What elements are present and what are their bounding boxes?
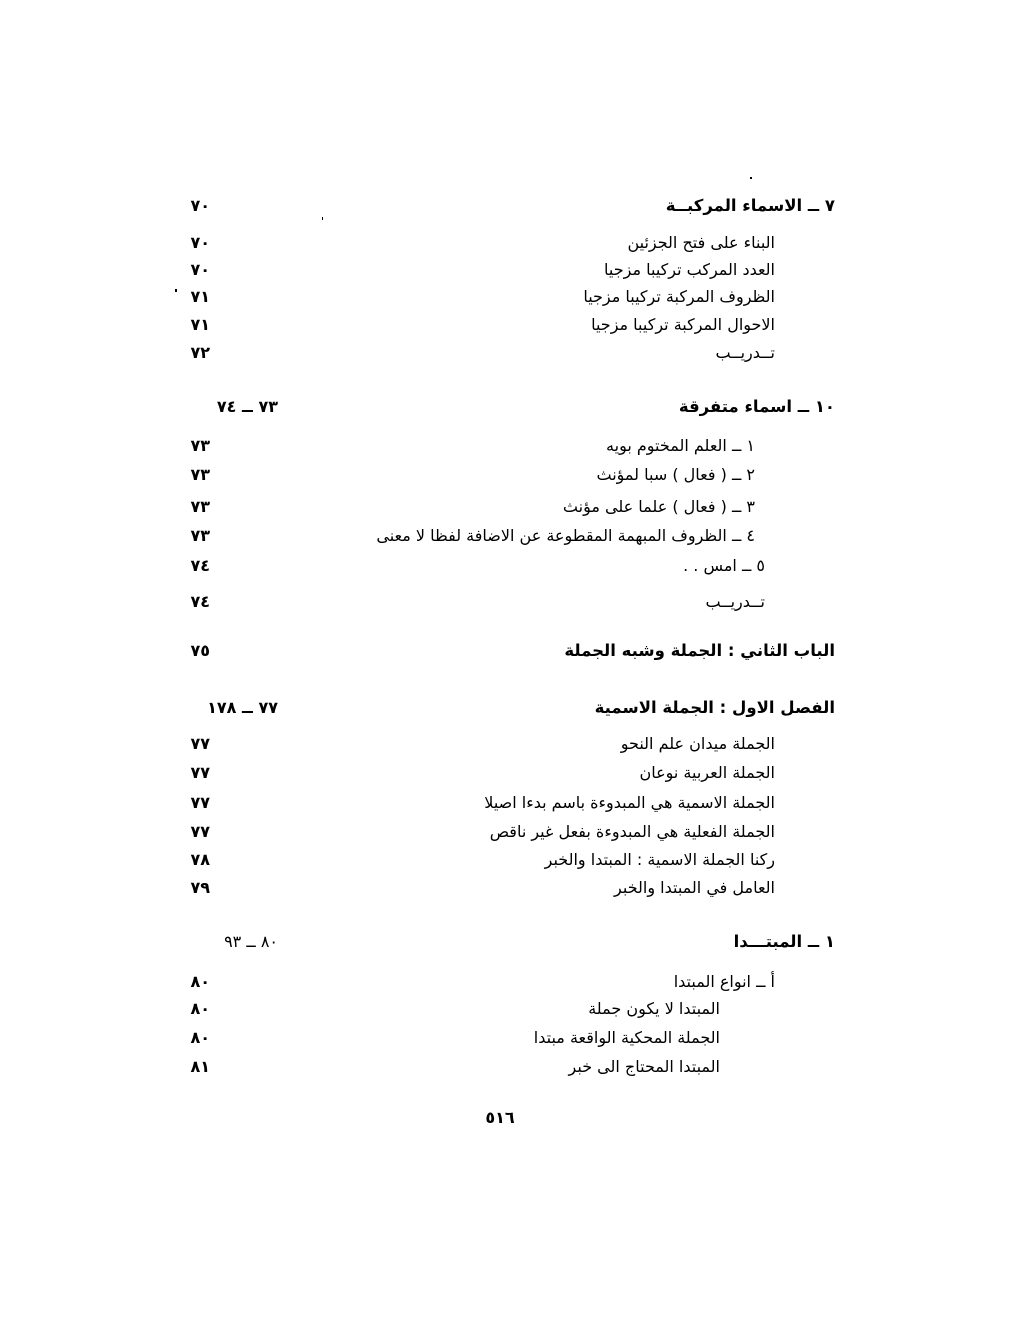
toc-entry-title: ١ ــ العلم المختوم بويه bbox=[606, 436, 755, 455]
toc-entry-pages: ٧٠ bbox=[190, 260, 210, 279]
toc-entry-title: ٣ ــ ( فعال ) علما على مؤنث bbox=[562, 497, 755, 516]
toc-entry-title: ١٠ ــ اسماء متفرقة bbox=[678, 397, 835, 416]
toc-entry bbox=[0, 393, 1020, 421]
toc-entry-pages: ٧٤ bbox=[190, 592, 210, 611]
toc-entry-pages: ٧٢ bbox=[190, 343, 210, 362]
toc-entry-title: تــدريــب bbox=[715, 343, 775, 362]
page-number: ٥١٦ bbox=[485, 1108, 515, 1127]
toc-entry-title: ٥ ــ امس . . bbox=[683, 556, 765, 575]
toc-entry-title: الباب الثاني : الجملة وشبه الجملة bbox=[564, 641, 835, 660]
toc-entry bbox=[0, 694, 1020, 722]
toc-entry-pages: ٧٣ ــ ٧٤ bbox=[216, 397, 278, 416]
toc-entry-pages: ٧٠ bbox=[190, 196, 210, 215]
toc-entry bbox=[0, 928, 1020, 956]
toc-entry-title: الظروف المركبة تركيبا مزجيا bbox=[583, 287, 775, 306]
toc-entry bbox=[0, 256, 1020, 284]
toc-entry-title: ٧ ــ الاسماء المركبــة bbox=[665, 196, 835, 215]
toc-entry-title: ١ ــ المبتـــدا bbox=[733, 932, 835, 951]
toc-entry bbox=[0, 229, 1020, 257]
toc-entry-title: تــدريــب bbox=[705, 592, 765, 611]
toc-entry bbox=[0, 552, 1020, 580]
toc-entry bbox=[0, 1053, 1020, 1081]
toc-entry-pages: ٨٠ bbox=[190, 999, 210, 1018]
toc-entry-pages: ٧١ bbox=[190, 287, 210, 306]
toc-entry bbox=[0, 311, 1020, 339]
toc-entry-pages: ٧٧ bbox=[190, 822, 210, 841]
toc-entry-title: الاحوال المركبة تركيبا مزجيا bbox=[591, 315, 775, 334]
toc-entry-title: أ ــ انواع المبتدا bbox=[673, 972, 775, 991]
toc-entry-title: الجملة العربية نوعان bbox=[639, 763, 775, 782]
toc-entry-pages: ٧٧ bbox=[190, 793, 210, 812]
toc-entry-pages: ٧٣ bbox=[190, 497, 210, 516]
toc-entry-title: الجملة الفعلية هي المبدوءة بفعل غير ناقص bbox=[489, 822, 775, 841]
toc-entry bbox=[0, 995, 1020, 1023]
toc-entry bbox=[0, 493, 1020, 521]
toc-entry-pages: ٧٧ bbox=[190, 763, 210, 782]
toc-entry-pages: ٧٣ bbox=[190, 526, 210, 545]
toc-entry-title: المبتدا المحتاج الى خبر bbox=[568, 1057, 720, 1076]
toc-entry-pages: ٨١ bbox=[190, 1057, 210, 1076]
toc-entry-pages: ٧٠ bbox=[190, 233, 210, 252]
toc-entry bbox=[0, 432, 1020, 460]
toc-entry-title: البناء على فتح الجزئين bbox=[627, 233, 775, 252]
toc-entry bbox=[0, 1024, 1020, 1052]
toc-entry bbox=[0, 339, 1020, 367]
toc-entry bbox=[0, 818, 1020, 846]
toc-entry-title: الجملة المحكية الواقعة مبتدا bbox=[533, 1028, 720, 1047]
toc-entry-pages: ٧١ bbox=[190, 315, 210, 334]
toc-entry bbox=[0, 588, 1020, 616]
toc-entry-title: ٢ ــ ( فعال ) سبا لمؤنث bbox=[596, 465, 755, 484]
toc-entry-title: ٤ ــ الظروف المبهمة المقطوعة عن الاضافة لفظا لا معنى bbox=[376, 526, 755, 545]
toc-entry-title: ركنا الجملة الاسمية : المبتدا والخبر bbox=[544, 850, 775, 869]
toc-entry-pages: ٨٠ bbox=[190, 1028, 210, 1047]
toc-entry bbox=[0, 461, 1020, 489]
toc-entry-pages: ٧٩ bbox=[190, 878, 210, 897]
toc-entry bbox=[0, 789, 1020, 817]
toc-entry-title: المبتدا لا يكون جملة bbox=[588, 999, 720, 1018]
toc-entry-title: الجملة الاسمية هي المبدوءة باسم بدءا اصيلا bbox=[484, 793, 775, 812]
toc-entry-pages: ٨٠ ــ ٩٣ bbox=[224, 932, 278, 951]
toc-entry bbox=[0, 874, 1020, 902]
toc-entry-pages: ٧٧ bbox=[190, 734, 210, 753]
toc-entry bbox=[0, 968, 1020, 996]
toc-entry bbox=[0, 759, 1020, 787]
toc-entry-title: الفصل الاول : الجملة الاسمية bbox=[594, 698, 835, 717]
toc-entry-pages: ٧٨ bbox=[190, 850, 210, 869]
toc-entry bbox=[0, 283, 1020, 311]
toc-entry-title: العدد المركب تركيبا مزجيا bbox=[604, 260, 775, 279]
toc-entry-pages: ٧٥ bbox=[190, 641, 210, 660]
scan-speck bbox=[750, 177, 752, 179]
toc-entry-title: العامل في المبتدا والخبر bbox=[614, 878, 775, 897]
toc-entry bbox=[0, 730, 1020, 758]
toc-entry-pages: ٧٣ bbox=[190, 465, 210, 484]
toc-entry-pages: ٧٣ bbox=[190, 436, 210, 455]
toc-entry-pages: ٧٤ bbox=[190, 556, 210, 575]
toc-entry bbox=[0, 192, 1020, 220]
toc-entry-pages: ٨٠ bbox=[190, 972, 210, 991]
toc-entry bbox=[0, 637, 1020, 665]
toc-entry-pages: ٧٧ ــ ١٧٨ bbox=[207, 698, 278, 717]
toc-entry bbox=[0, 846, 1020, 874]
toc-entry-title: الجملة ميدان علم النحو bbox=[620, 734, 775, 753]
toc-entry bbox=[0, 522, 1020, 550]
